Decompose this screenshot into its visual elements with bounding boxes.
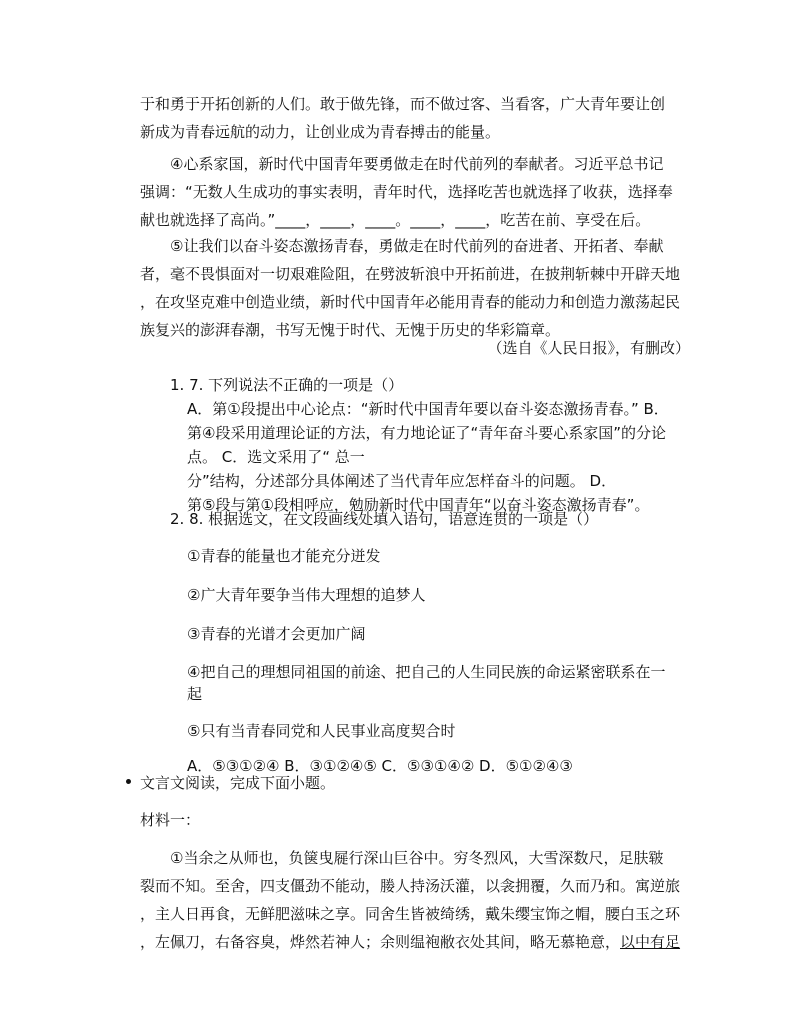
material-1-text [140, 844, 700, 956]
text-line: ，在攻坚克难中创造业绩，新时代中国青年必能用青春的能动力和创造力激荡起民 [140, 293, 681, 311]
text-line: 者，毫不畏惧面对一切艰难险阻，在劈波斩浪中开拓前进，在披荆斩棘中开辟天地 [140, 265, 681, 283]
text-line: ⑤让我们以奋斗姿态激扬青春，勇做走在时代前列的奋进者、开拓者、奉献 [170, 237, 664, 255]
answer-choices: A．⑤③①②④ B．③①②④⑤ C．⑤③①④② D．⑤①②④③ [187, 757, 573, 775]
underlined-text: 以中有足 [620, 933, 681, 951]
question-8-stem [170, 507, 598, 531]
text-line [140, 928, 700, 956]
section-heading [126, 771, 335, 795]
material-label: 材料一： [140, 811, 201, 829]
text-line: 新成为青春远航的动力，让创业成为青春搏击的能量。 [140, 123, 501, 141]
text-line: 强调：“无数人生成功的事实表明，青年时代，选择吃苦也就选择了收获，选择奉 [140, 183, 673, 201]
option-line: 第④段采用道理论证的方法，有力地论证了“青年奋斗要心系家国”的分论 [187, 424, 666, 442]
question-7-options [187, 397, 669, 517]
question-7-stem [170, 373, 403, 397]
paragraph-3-tail [140, 90, 700, 146]
option-line: 第⑤段与第①段相呼应，勉励新时代中国青年“以奋斗姿态激扬青春”。 [187, 496, 650, 514]
question-stem: 1. 7. 下列说法不正确的一项是（） [170, 376, 404, 394]
text-line: 于和勇于开拓创新的人们。敢于做先锋，而不做过客、当看客，广大青年要让创 [140, 95, 666, 113]
sentence-item-2: ②广大青年要争当伟大理想的追梦人 [187, 586, 426, 604]
sentence-item-4: ④把自己的理想同祖国的前途、把自己的人生同民族的命运紧密联系在一 [187, 663, 666, 681]
sentence-item-3: ③青春的光谱才会更加广阔 [187, 625, 366, 643]
sentence-item-5: ⑤只有当青春同党和人民事业高度契合时 [187, 722, 456, 740]
text-segment: ，左佩刀，右备容臭，烨然若神人；余则缊袍敝衣处其间，略无慕艳意， [140, 933, 621, 951]
paragraph-5 [140, 232, 700, 344]
paragraph-4 [140, 150, 700, 234]
option-line: A．第①段提出中心论点：“新时代中国青年要以奋斗姿态激扬青春。” B． [187, 400, 669, 418]
section-heading-text: 文言文阅读，完成下面小题。 [140, 774, 336, 792]
text-line: 族复兴的澎湃春潮，书写无愧于时代、无愧于历史的华彩篇章。 [140, 321, 561, 339]
bullet-icon [126, 779, 131, 784]
question-stem: 2. 8. 根据选文，在文段画线处填入语句，语意连贯的一项是（） [170, 510, 599, 528]
option-line: 点。 C．选文采用了“ 总一 [187, 448, 365, 466]
text-line: ①当余之从师也，负箧曳屣行深山巨谷中。穷冬烈风，大雪深数尺，足肤皲 [170, 849, 664, 867]
sentence-item-4-cont: 起 [187, 685, 203, 703]
sentence-item-1: ①青春的能量也才能充分迸发 [187, 547, 381, 565]
text-line: 献也就选择了高尚。”____，____，____。____，____，吃苦在前、享受在后。 [140, 211, 651, 229]
source-citation: （选自《人民日报》，有删改） [487, 339, 690, 357]
text-line: ④心系家国，新时代中国青年要勇做走在时代前列的奉献者。习近平总书记 [170, 155, 664, 173]
option-line: 分”结构，分述部分具体阐述了当代青年应怎样奋斗的问题。 D． [187, 472, 617, 490]
text-line: 裂而不知。至舍，四支僵劲不能动，媵人持汤沃灌，以衾拥覆，久而乃和。寓逆旅 [140, 877, 681, 895]
text-line: ，主人日再食，无鲜肥滋味之享。同舍生皆被绮绣，戴朱缨宝饰之帽，腰白玉之环 [140, 905, 681, 923]
